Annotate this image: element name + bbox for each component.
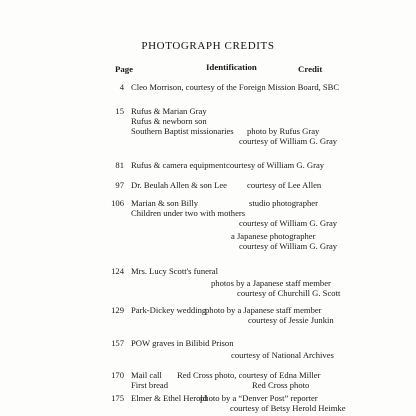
- entry-line: Rufus & newborn son: [131, 116, 207, 126]
- entry-line: POW graves in Bilibid Prison: [131, 338, 234, 348]
- entry-page-number: 106: [111, 198, 124, 208]
- header-page: Page: [115, 64, 134, 74]
- entry-credit-line: Red Cross photo, courtesy of Edna Miller: [177, 370, 321, 380]
- entry-line: Elmer & Ethel Herold: [131, 393, 208, 403]
- entry-line: Children under two with mothers: [131, 208, 246, 218]
- header-credit: Credit: [298, 64, 323, 74]
- entry-credit-line: courtesy of William G. Gray: [239, 218, 338, 228]
- entry-line: Cleo Morrison, courtesy of the Foreign Mission Board, SBC: [131, 82, 340, 92]
- entry-line: Rufus & camera equipment: [131, 160, 226, 170]
- entry-line: Southern Baptist missionaries: [131, 126, 234, 136]
- entry-line: First bread: [131, 380, 168, 390]
- entry-page-number: 4: [119, 82, 124, 92]
- entry-line: Mrs. Lucy Scott's funeral: [131, 266, 218, 276]
- entry-credit-line: courtesy of William G. Gray: [239, 241, 338, 251]
- entry-credit-line: photos by a Japanese staff member: [211, 278, 331, 288]
- entry-page-number: 15: [115, 106, 124, 116]
- entry-credit-line: Red Cross photo: [252, 380, 310, 390]
- entry-credit-line: courtesy of Jessie Junkin: [248, 315, 334, 325]
- entry-credit-line: courtesy of Lee Allen: [247, 180, 322, 190]
- entry-page-number: 157: [111, 338, 124, 348]
- entry-credit-line: photo by Rufus Gray: [247, 126, 320, 136]
- entry-line: Park-Dickey wedding: [131, 305, 207, 315]
- entry-page-number: 170: [111, 370, 124, 380]
- entry-credit-line: courtesy of William G. Gray: [239, 136, 338, 146]
- entry-credit-line: courtesy of William G. Gray: [226, 160, 325, 170]
- entry-line: Mail call: [131, 370, 162, 380]
- entry-credit-line: photo by a Japanese staff member: [205, 305, 322, 315]
- entry-credit-line: courtesy of Betsy Herold Heimke: [230, 403, 346, 413]
- entry-line: Dr. Beulah Allen & son Lee: [131, 180, 227, 190]
- header-identification: Identification: [206, 62, 257, 72]
- entry-line: Rufus & Marian Gray: [131, 106, 207, 116]
- entry-page-number: 124: [111, 266, 124, 276]
- entry-page-number: 129: [111, 305, 124, 315]
- entry-line: Marian & son Billy: [131, 198, 199, 208]
- entry-credit-line: photo by a “Denver Post” reporter: [200, 393, 318, 403]
- entry-page-number: 175: [111, 393, 124, 403]
- entry-credit-line: courtesy of Churchill G. Scott: [237, 288, 341, 298]
- entry-page-number: 97: [115, 180, 124, 190]
- entry-credit-line: a Japanese photographer: [231, 231, 316, 241]
- page-title: PHOTOGRAPH CREDITS: [141, 40, 275, 52]
- entry-credit-line: studio photographer: [249, 198, 318, 208]
- entry-credit-line: courtesy of National Archives: [231, 350, 334, 360]
- entry-page-number: 81: [115, 160, 124, 170]
